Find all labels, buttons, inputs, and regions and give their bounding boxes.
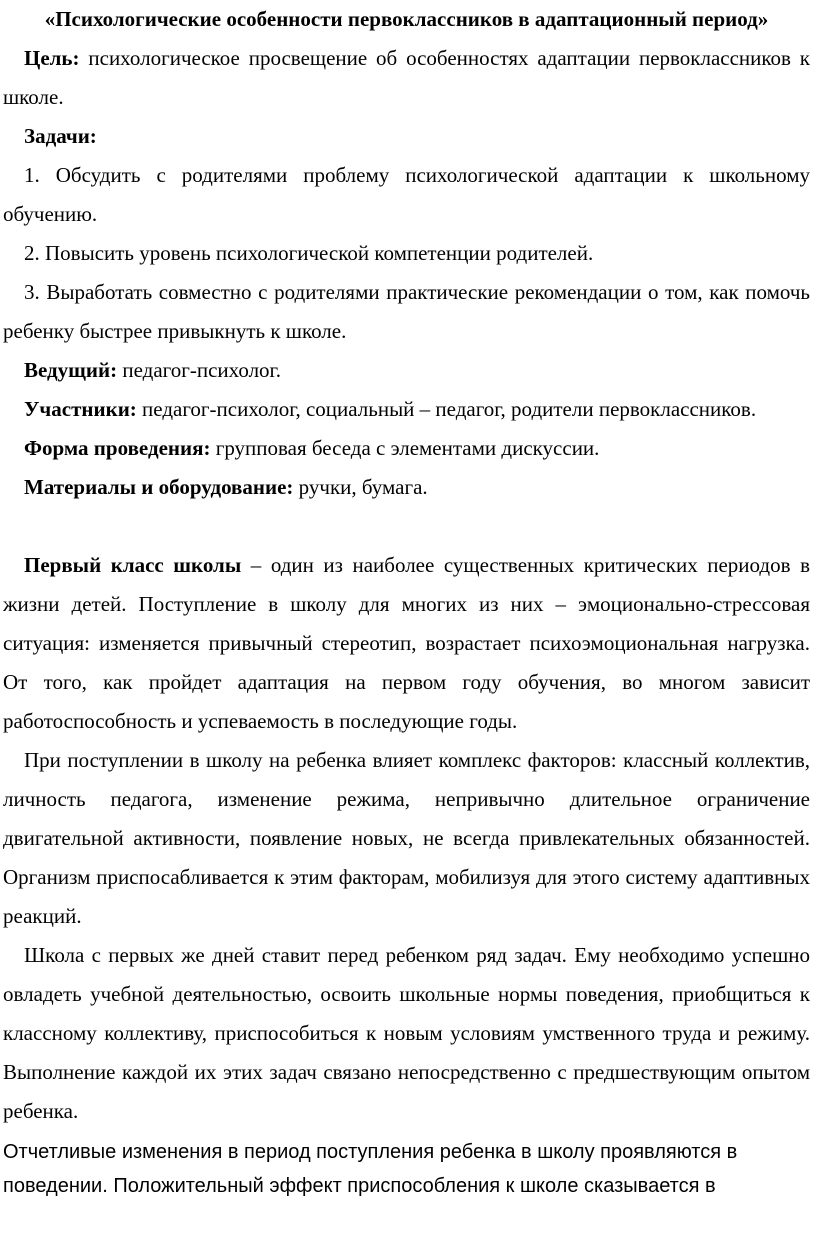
document-title: «Психологические особенности первоклассников в адаптационный период» <box>44 7 769 31</box>
body-paragraph-1 <box>3 546 810 741</box>
body-paragraph-1-lead: Первый класс школы <box>24 553 242 577</box>
tasks-label: Задачи: <box>24 124 97 148</box>
form-label: Форма проведения: <box>24 436 211 460</box>
body-paragraph-4: Отчетливые изменения в период поступления ребенка в школу проявляются в поведении. Положительный эффект приспособления к школе сказывается в <box>3 1141 738 1197</box>
materials-text: ручки, бумага. <box>293 475 428 499</box>
form-paragraph <box>3 429 810 468</box>
goal-text: психологическое просвещение об особенностях адаптации первоклассников к школе. <box>3 46 810 109</box>
leader-text: педагог-психолог. <box>117 358 282 382</box>
task-item-1: 1. Обсудить с родителями проблему психологической адаптации к школьному обучению. <box>3 163 810 226</box>
form-text: групповая беседа с элементами дискуссии. <box>210 436 600 460</box>
goal-label: Цель: <box>24 46 80 70</box>
body-paragraph-1-text: – один из наиболее существенных критических периодов в жизни детей. Поступление в школу для многих из них – эмоционально-стрессовая ситуация: изменяется привычный стереотип, возрастает психоэмоциональная нагрузка. От того, как пройдет адаптация на первом году обучения, во многом зависит работоспособность и успеваемость в последующие годы. <box>3 553 810 733</box>
task-item-3: 3. Выработать совместно с родителями практические рекомендации о том, как помочь ребенку быстрее привыкнуть к школе. <box>3 280 810 343</box>
body-paragraph-2: При поступлении в школу на ребенка влияет комплекс факторов: классный коллектив, личность педагога, изменение режима, непривычно длительное ограничение двигательной активности, появление новых, не всегда привлекательных обязанностей. Организм приспосабливается к этим факторам, мобилизуя для этого систему адаптивных реакций. <box>3 748 810 928</box>
leader-paragraph <box>3 351 810 390</box>
materials-label: Материалы и оборудование: <box>24 475 294 499</box>
participants-label: Участники: <box>24 397 137 421</box>
materials-paragraph <box>3 468 810 507</box>
participants-text: педагог-психолог, социальный – педагог, родители первоклассников. <box>136 397 757 421</box>
goal-paragraph <box>3 39 810 117</box>
participants-paragraph <box>3 390 810 429</box>
body-paragraph-3: Школа с первых же дней ставит перед ребенком ряд задач. Ему необходимо успешно овладеть учебной деятельностью, освоить школьные нормы поведения, приобщиться к классному коллективу, приспособиться к новым условиям умственного труда и режиму. Выполнение каждой их этих задач связано непосредственно с предшествующим опытом ребенка. <box>3 943 810 1123</box>
task-item-2: 2. Повысить уровень психологической компетенции родителей. <box>24 241 594 265</box>
blank-line <box>3 507 810 546</box>
tasks-heading <box>3 117 810 156</box>
leader-label: Ведущий: <box>24 358 118 382</box>
